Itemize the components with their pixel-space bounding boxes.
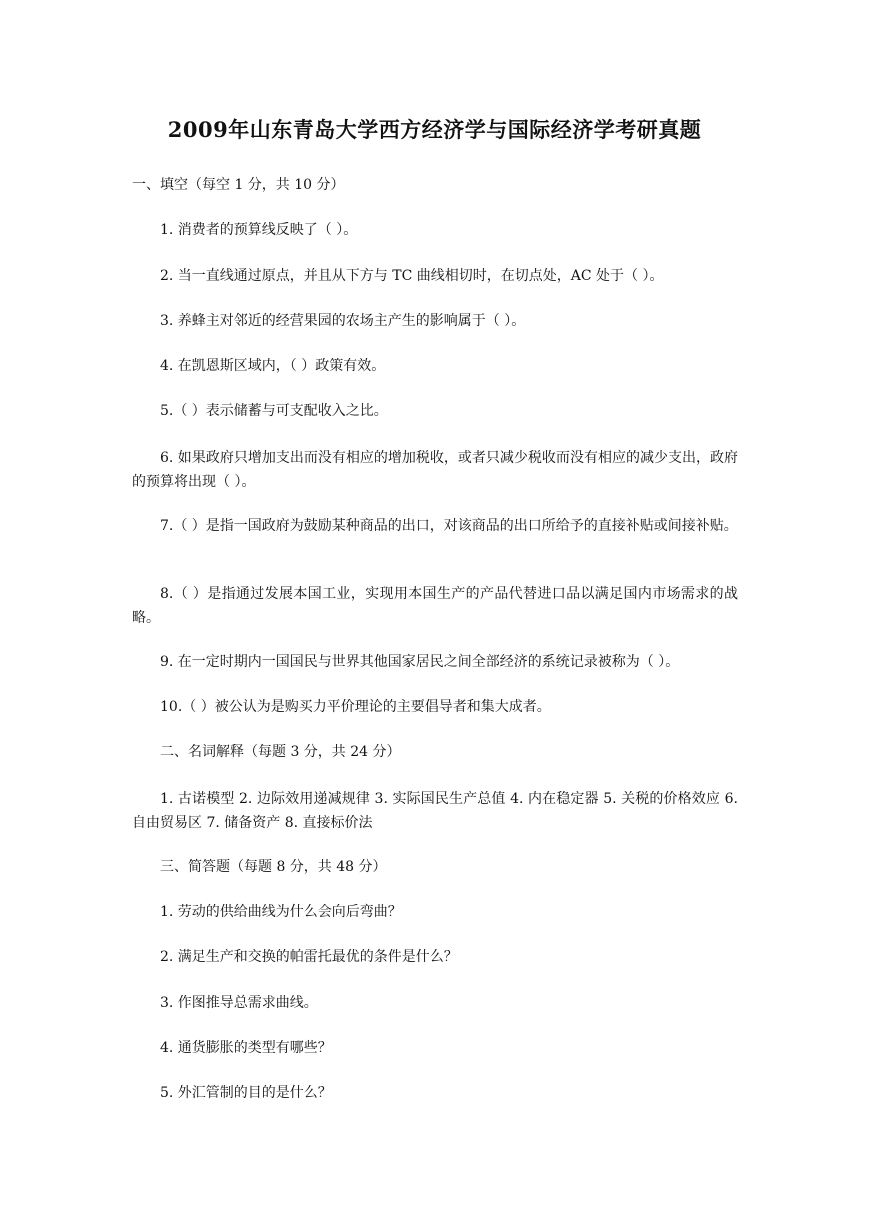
question-item: 2. 当一直线通过原点，并且从下方与 TC 曲线相切时，在切点处，AC 处于（ ）。 [160, 268, 664, 284]
section-heading-short-answer: 三、简答题（每题 8 分，共 48 分） [160, 859, 387, 875]
question-item: 8.（ ）是指通过发展本国工业，实现用本国生产的产品代替进口品以满足国内市场需求的战略。 [132, 586, 738, 626]
page-title: 2009年山东青岛大学西方经济学与国际经济学考研真题 [167, 117, 702, 142]
question-item: 2. 满足生产和交换的帕雷托最优的条件是什么？ [160, 949, 458, 965]
section-heading-terms: 二、名词解释（每题 3 分，共 24 分） [160, 744, 401, 760]
question-item: 7.（ ）是指一国政府为鼓励某种商品的出口，对该商品的出口所给予的直接补贴或间接补贴。 [160, 518, 738, 534]
question-item: 5. 外汇管制的目的是什么？ [160, 1085, 332, 1101]
section-heading-fill-in: 一、填空（每空 1 分，共 10 分） [132, 177, 345, 193]
question-item: 4. 在凯恩斯区域内，（ ）政策有效。 [160, 358, 386, 374]
question-item: 1. 劳动的供给曲线为什么会向后弯曲？ [160, 904, 402, 920]
question-item: 10.（ ）被公认为是购买力平价理论的主要倡导者和集大成者。 [160, 699, 551, 715]
question-item: 3. 养蜂主对邻近的经营果园的农场主产生的影响属于（ ）。 [160, 313, 526, 329]
question-item: 4. 通货膨胀的类型有哪些？ [160, 1040, 332, 1056]
question-item: 5.（ ）表示储蓄与可支配收入之比。 [160, 403, 388, 419]
question-item: 9. 在一定时期内一国国民与世界其他国家居民之间全部经济的系统记录被称为（ ）。 [160, 654, 680, 670]
question-item: 1. 古诺模型 2. 边际效用递减规律 3. 实际国民生产总值 4. 内在稳定器 5. 关税的价格效应 6. 自由贸易区 7. 储备资产 8. 直接标价法 [132, 791, 738, 831]
question-item: 1. 消费者的预算线反映了（ ）。 [160, 222, 358, 238]
question-item: 3. 作图推导总需求曲线。 [160, 995, 318, 1011]
question-item: 6. 如果政府只增加支出而没有相应的增加税收，或者只减少税收而没有相应的减少支出，政府的预算将出现（ ）。 [132, 450, 738, 490]
